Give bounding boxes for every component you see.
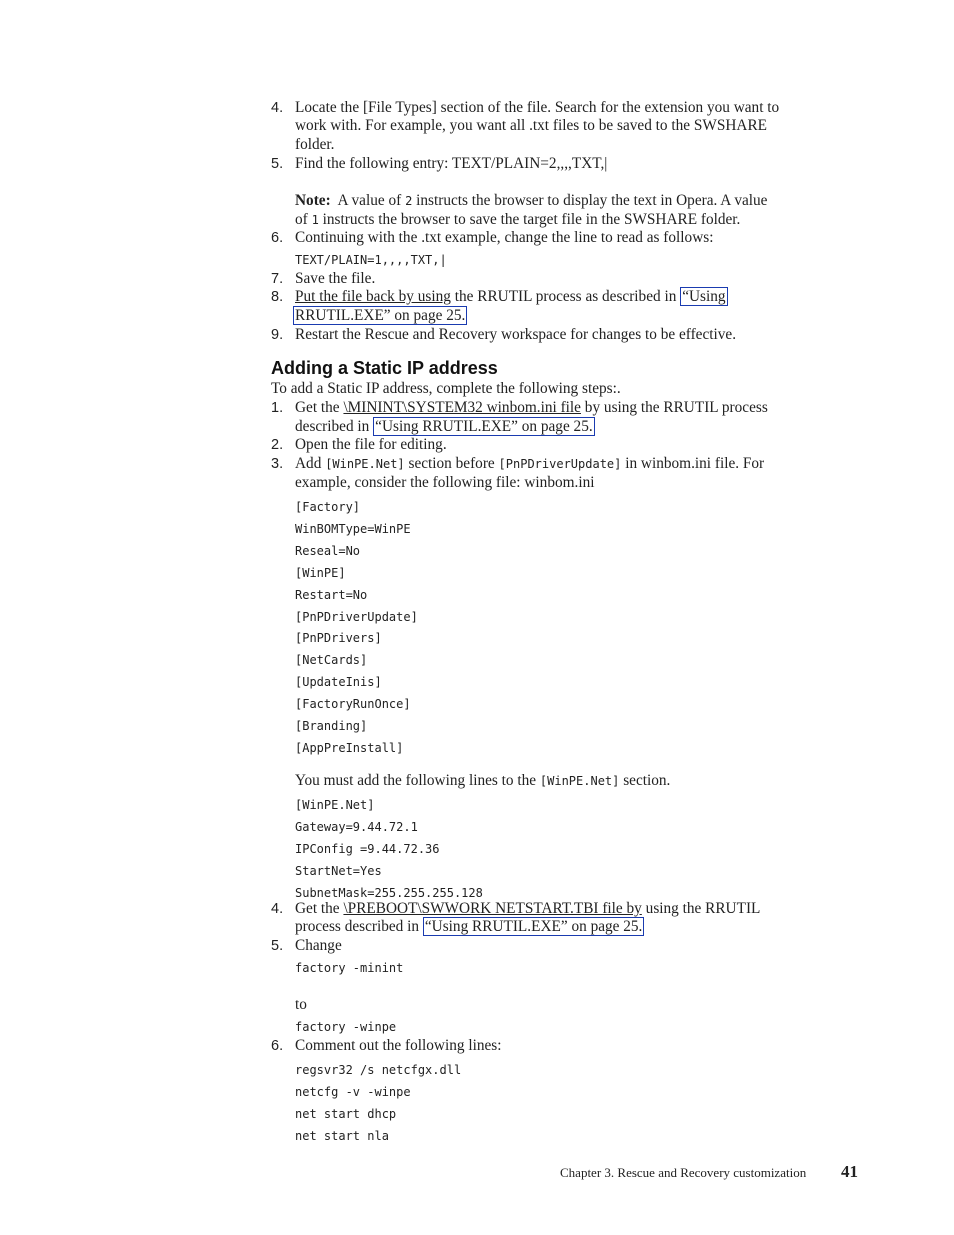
note-line2 [295, 211, 740, 229]
text: section before [408, 455, 495, 472]
note-text: instructs the browser to save the target file in the SWSHARE folder. [322, 211, 741, 228]
to-text: to [295, 996, 307, 1013]
text: Get the [295, 900, 340, 917]
sec-step-2-text: Open the file for editing. [295, 436, 447, 453]
step-6-number: 6. [271, 230, 284, 246]
note-line1 [295, 192, 767, 210]
sec-step-6-text: Comment out the following lines: [295, 1037, 502, 1054]
footer-chapter: Chapter 3. Rescue and Recovery customization [560, 1165, 807, 1180]
text: using the RRUTIL [645, 900, 761, 917]
sec-step-6-number: 6. [271, 1038, 284, 1054]
code-line: Reseal=No [295, 543, 361, 558]
sec-step-1-line1 [295, 399, 768, 417]
text: by using the RRUTIL process [584, 399, 768, 416]
sec-step-4-line2 [295, 918, 644, 936]
step-5-number: 5. [271, 156, 284, 172]
step-7-text: Save the file. [295, 270, 376, 287]
code-from: factory -minint [295, 961, 404, 975]
step-9-text: Restart the Rescue and Recovery workspace for changes to be effective. [295, 326, 737, 343]
code-line: [Factory] [295, 500, 361, 514]
code-winpe-net: [WinPE.Net] [539, 774, 620, 788]
section-heading: Adding a Static IP address [271, 358, 498, 378]
step-6-code: TEXT/PLAIN=1,,,,TXT,| [295, 253, 447, 267]
code-line: [WinPE] [295, 565, 346, 580]
step-4-line2: work with. For example, you want all .txt files to be saved to the SWSHARE [295, 117, 768, 134]
step-4-number: 4. [271, 100, 284, 116]
sec-step-1-line2 [295, 418, 595, 436]
code-line: [Branding] [295, 719, 368, 734]
note-text: of [295, 211, 308, 228]
code-line: WinBOMType=WinPE [295, 521, 411, 536]
code-line: [WinPE.Net] [295, 798, 375, 812]
sec-step-1-number: 1. [271, 400, 284, 416]
code-line: StartNet=Yes [295, 863, 382, 878]
code-line: [FactoryRunOnce] [295, 697, 411, 712]
step-4-line1: Locate the [File Types] section of the file. Search for the extension you want to [295, 99, 780, 116]
step-8-line2 [293, 307, 467, 325]
text: section. [623, 772, 671, 789]
winbom-path: \MININT\SYSTEM32 winbom.ini file [343, 399, 581, 416]
code-line: regsvr32 /s netcfgx.dll [295, 1063, 462, 1077]
sec-step-3-line2: example, consider the following file: winbom.ini [295, 474, 595, 491]
note-code-1: 1 [311, 213, 319, 227]
code-to: factory -winpe [295, 1020, 397, 1034]
step-4-line3: folder. [295, 136, 335, 153]
winbom-code-block [295, 497, 418, 760]
code-line: [AppPreInstall] [295, 740, 404, 755]
text: described in [295, 418, 370, 435]
code-pnpdriverupdate: [PnPDriverUpdate] [498, 457, 622, 471]
code-line: [NetCards] [295, 653, 368, 668]
sec-step-4-number: 4. [271, 901, 284, 917]
code-line: IPConfig =9.44.72.36 [295, 841, 440, 856]
code-line: netcfg -v -winpe [295, 1084, 411, 1099]
code-line: net start nla [295, 1128, 389, 1143]
link-using-rrutil[interactable]: “Using RRUTIL.EXE” on page 25. [424, 918, 643, 935]
netstart-path: \PREBOOT\SWWORK NETSTART.TBI file by [343, 900, 642, 917]
step-8-underlined: Put the file back by using [295, 288, 451, 305]
sec-step-4-line1 [295, 900, 760, 918]
sec-step-2-number: 2. [271, 437, 284, 453]
code-line: Restart=No [295, 587, 368, 602]
code-winpe-net: [WinPE.Net] [325, 457, 405, 471]
text: in winbom.ini file. For [625, 455, 765, 472]
page-number: 41 [841, 1162, 858, 1181]
text: process described in [295, 918, 420, 935]
link-using-rrutil[interactable]: “Using [682, 288, 726, 305]
code-line: [PnPDriverUpdate] [295, 609, 418, 624]
note-text: A value of [337, 192, 402, 209]
text: Get the [295, 399, 340, 416]
sec-step-5-number: 5. [271, 938, 284, 954]
comment-code-block [295, 1060, 461, 1148]
winpe-code-block [295, 795, 483, 905]
step-8-line1 [295, 288, 728, 306]
step-8-text: the RRUTIL process as described in [454, 288, 677, 305]
step-7-number: 7. [271, 271, 284, 287]
link-using-rrutil[interactable]: “Using RRUTIL.EXE” on page 25. [375, 418, 593, 435]
step-8-number: 8. [271, 289, 284, 305]
note-label: Note: [295, 192, 331, 209]
code-line: net start dhcp [295, 1106, 397, 1121]
text: You must add the following lines to the [295, 772, 537, 789]
code-line: [UpdateInis] [295, 675, 382, 690]
step-6-text: Continuing with the .txt example, change the line to read as follows: [295, 229, 714, 246]
step-9-number: 9. [271, 327, 284, 343]
add-lines-text [295, 772, 670, 790]
code-line: Gateway=9.44.72.1 [295, 819, 418, 834]
code-line: SubnetMask=255.255.255.128 [295, 885, 483, 900]
note-code-2: 2 [405, 194, 413, 208]
step-5-text: Find the following entry: TEXT/PLAIN=2,,,,TXT,| [295, 155, 608, 172]
note-text: instructs the browser to display the text in Opera. A value [416, 192, 768, 209]
sec-step-3-line1 [295, 455, 764, 473]
text: Add [295, 455, 322, 472]
code-line: [PnPDrivers] [295, 631, 382, 646]
sec-step-3-number: 3. [271, 456, 284, 472]
link-using-rrutil-cont[interactable]: RRUTIL.EXE” on page 25. [295, 307, 466, 324]
section-intro: To add a Static IP address, complete the following steps:. [271, 380, 621, 397]
sec-step-5-text: Change [295, 937, 342, 954]
